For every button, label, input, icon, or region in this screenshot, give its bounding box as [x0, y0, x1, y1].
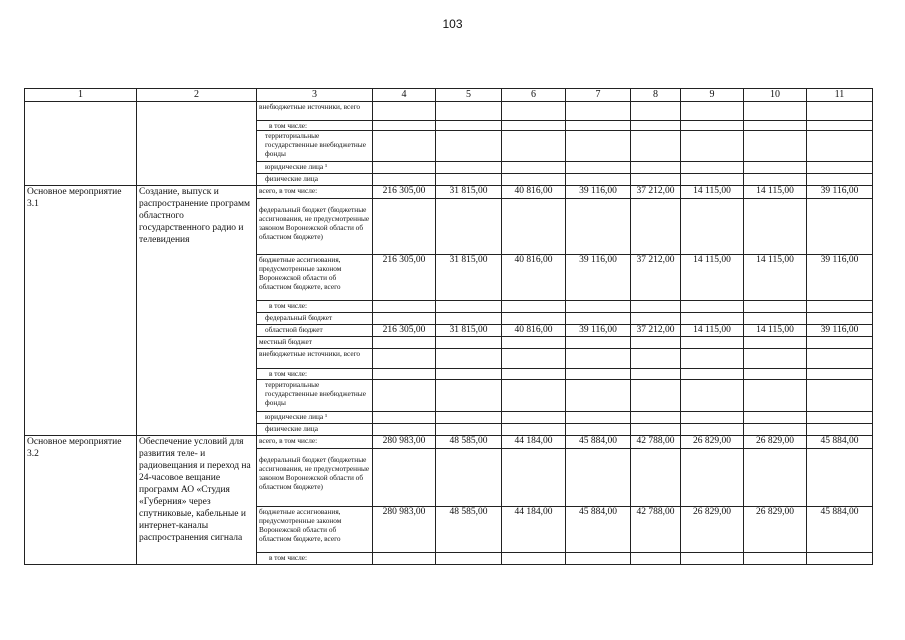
- header-col-10: 10: [744, 89, 807, 102]
- row-label: в том числе:: [257, 369, 373, 380]
- value-cell: 40 816,00: [502, 325, 566, 337]
- header-col-1: 1: [25, 89, 137, 102]
- value-cell: 44 184,00: [502, 436, 566, 449]
- carry-col2: [137, 102, 257, 186]
- value-cell: 45 884,00: [566, 507, 631, 553]
- value-cell: 39 116,00: [566, 325, 631, 337]
- row-label: бюджетные ассигнования, предусмотренные законом Воронежской области об областном бюджете, всего: [257, 507, 373, 553]
- value-cell: 280 983,00: [373, 507, 436, 553]
- value-cell: 42 788,00: [631, 507, 681, 553]
- measure-3-2-title: Основное мероприятие 3.2: [25, 436, 137, 565]
- row-label: внебюджетные источники, всего: [257, 349, 373, 369]
- value-cell: 14 115,00: [681, 186, 744, 199]
- row-label: в том числе:: [257, 301, 373, 313]
- value-cell: 39 116,00: [807, 255, 873, 301]
- value-cell: 14 115,00: [681, 255, 744, 301]
- table-row: [25, 102, 873, 121]
- carry-col1: [25, 102, 137, 186]
- header-col-11: 11: [807, 89, 873, 102]
- row-label: областной бюджет: [257, 325, 373, 337]
- measure-3-1-title: Основное мероприятие 3.1: [25, 186, 137, 436]
- header-col-3: 3: [257, 89, 373, 102]
- value-cell: 44 184,00: [502, 507, 566, 553]
- value-cell: 31 815,00: [436, 255, 502, 301]
- row-label: внебюджетные источники, всего: [257, 102, 373, 121]
- measure-3-1-description: Создание, выпуск и распространение программ областного государственного радио и телевидения: [137, 186, 257, 436]
- row-label: всего, в том числе:: [257, 436, 373, 449]
- value-cell: 37 212,00: [631, 255, 681, 301]
- value-cell: 37 212,00: [631, 325, 681, 337]
- value-cell: 39 116,00: [566, 186, 631, 199]
- row-label: бюджетные ассигнования, предусмотренные законом Воронежской области об областном бюджете, всего: [257, 255, 373, 301]
- value-cell: 37 212,00: [631, 186, 681, 199]
- header-row: [25, 89, 873, 102]
- value-cell: 26 829,00: [681, 436, 744, 449]
- row-label: федеральный бюджет: [257, 313, 373, 325]
- value-cell: 216 305,00: [373, 186, 436, 199]
- value-cell: 40 816,00: [502, 255, 566, 301]
- value-cell: 216 305,00: [373, 325, 436, 337]
- measure-3-2-description: Обеспечение условий для развития теле- и радиовещания и переход на 24-часовое вещание программ АО «Студия «Губерния» через спутниковые, кабельные и интернет-каналы распространения сигнала: [137, 436, 257, 565]
- value-cell: 45 884,00: [566, 436, 631, 449]
- value-cell: 40 816,00: [502, 186, 566, 199]
- table-row: [25, 186, 873, 199]
- value-cell: 14 115,00: [744, 186, 807, 199]
- row-label: в том числе:: [257, 553, 373, 565]
- row-label: федеральный бюджет (бюджетные ассигнования, не предусмотренные законом Воронежской области об областном бюджете): [257, 199, 373, 255]
- value-cell: 39 116,00: [807, 325, 873, 337]
- value-cell: 14 115,00: [744, 325, 807, 337]
- row-label: в том числе:: [257, 121, 373, 131]
- value-cell: 14 115,00: [744, 255, 807, 301]
- value-cell: 31 815,00: [436, 186, 502, 199]
- header-col-9: 9: [681, 89, 744, 102]
- budget-table: [24, 88, 873, 565]
- value-cell: 216 305,00: [373, 255, 436, 301]
- value-cell: 26 829,00: [681, 507, 744, 553]
- row-label: территориальные государственные внебюджетные фонды: [257, 380, 373, 412]
- value-cell: 26 829,00: [744, 436, 807, 449]
- value-cell: 48 585,00: [436, 436, 502, 449]
- row-label: федеральный бюджет (бюджетные ассигнования, не предусмотренные законом Воронежской области об областном бюджете): [257, 449, 373, 507]
- row-label: юридические лица ¹: [257, 412, 373, 424]
- row-label: физические лица: [257, 174, 373, 186]
- value-cell: 42 788,00: [631, 436, 681, 449]
- header-col-6: 6: [502, 89, 566, 102]
- header-col-2: 2: [137, 89, 257, 102]
- row-label: физические лица: [257, 424, 373, 436]
- value-cell: 39 116,00: [807, 186, 873, 199]
- header-col-7: 7: [566, 89, 631, 102]
- header-col-4: 4: [373, 89, 436, 102]
- page-number: 103: [442, 17, 463, 31]
- row-label: юридические лица ¹: [257, 162, 373, 174]
- value-cell: 26 829,00: [744, 507, 807, 553]
- table-row: [25, 436, 873, 449]
- row-label: местный бюджет: [257, 337, 373, 349]
- header-col-5: 5: [436, 89, 502, 102]
- value-cell: 45 884,00: [807, 436, 873, 449]
- value-cell: 39 116,00: [566, 255, 631, 301]
- row-label: территориальные государственные внебюджетные фонды: [257, 131, 373, 162]
- value-cell: 31 815,00: [436, 325, 502, 337]
- row-label: всего, в том числе:: [257, 186, 373, 199]
- value-cell: 14 115,00: [681, 325, 744, 337]
- value-cell: 280 983,00: [373, 436, 436, 449]
- value-cell: 45 884,00: [807, 507, 873, 553]
- header-col-8: 8: [631, 89, 681, 102]
- value-cell: 48 585,00: [436, 507, 502, 553]
